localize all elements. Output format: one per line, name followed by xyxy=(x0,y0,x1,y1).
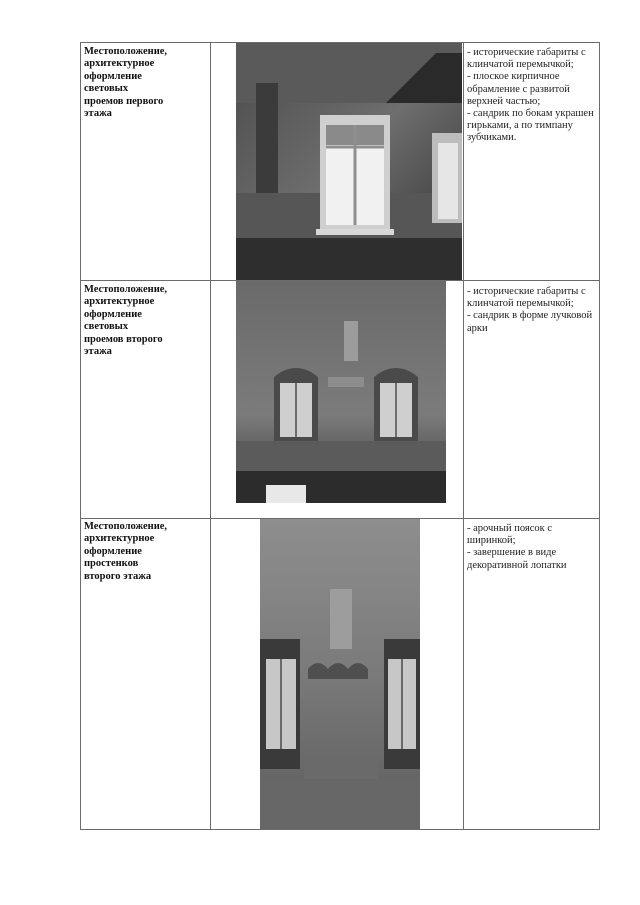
row-1-note-3: - сандрик по бокам украшен гирьками, а по тимпану зубчиками. xyxy=(467,108,594,144)
row-3-note-1: - арочный поясок с ширинкой; xyxy=(467,523,553,547)
building-photo-second-floor-piers xyxy=(260,519,420,829)
row-2-note-2: - сандрик в форме лучковой арки xyxy=(467,310,593,334)
column-divider-1 xyxy=(210,42,211,830)
column-divider-2 xyxy=(463,42,464,830)
row-3-notes xyxy=(467,523,597,572)
row-1-label: Местоположение, архитектурное оформление световых проемов первого этажа xyxy=(84,46,168,120)
table-border-bottom xyxy=(80,829,600,830)
row-3-note-2: - завершение в виде декоративной лопатки xyxy=(467,547,567,571)
row-1-notes xyxy=(467,47,597,145)
building-photo-second-floor-windows xyxy=(236,281,446,503)
table-border-left xyxy=(80,42,81,830)
row-1-note-1: - исторические габариты с клинчатой перемычкой; xyxy=(467,47,586,71)
building-photo-first-floor-window xyxy=(236,43,462,280)
row-2-note-1: - исторические габариты с клинчатой перемычкой; xyxy=(467,286,586,310)
row-3-label: Местоположение, архитектурное оформление простенков второго этажа xyxy=(84,521,168,582)
row-2-label: Местоположение, архитектурное оформление световых проемов второго этажа xyxy=(84,284,168,358)
row-2-notes xyxy=(467,286,597,335)
row-1-note-2: - плоское кирпичное обрамление с развитой верхней частью; xyxy=(467,71,570,107)
table-border-right xyxy=(599,42,600,830)
